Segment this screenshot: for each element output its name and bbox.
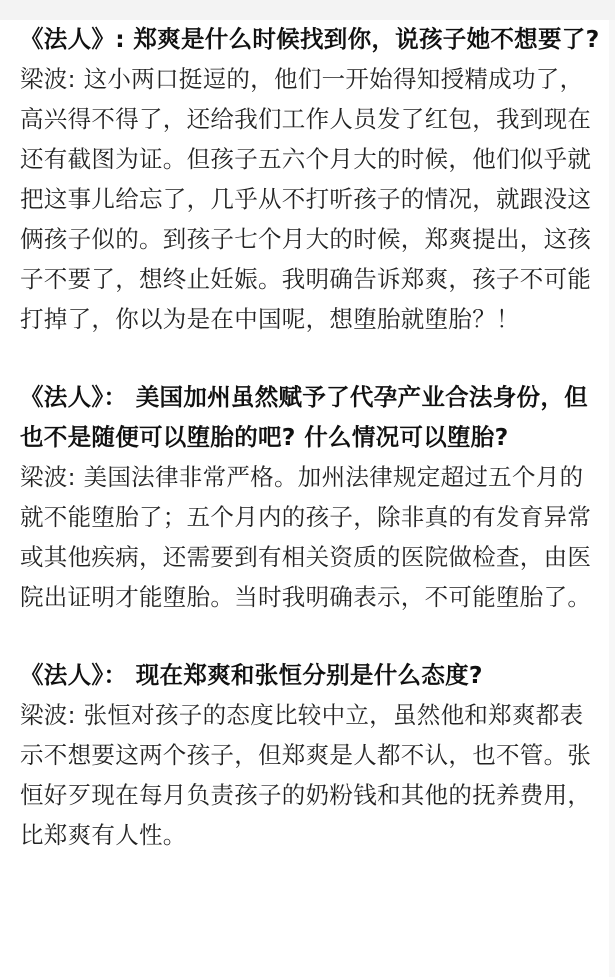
question-1: 《法人》: 郑爽是什么时候找到你，说孩子她不想要了? — [20, 25, 600, 53]
question-2: 《法人》： 美国加州虽然赋予了代孕产业合法身份，但也不是随便可以堕胎的吧? 什么情况可以堕胎? — [20, 383, 588, 451]
top-bar — [0, 0, 615, 20]
scrollbar[interactable] — [609, 20, 615, 977]
question-3: 《法人》： 现在郑爽和张恒分别是什么态度? — [20, 661, 483, 689]
answer-3: 梁波: 张恒对孩子的态度比较中立，虽然他和郑爽都表示不想要这两个孩子，但郑爽是人都不认，也不管。张恒好歹现在每月负责孩子的奶粉钱和其他的抚养费用，比郑爽有人性。 — [20, 701, 592, 849]
paragraph-gap — [20, 339, 600, 377]
paragraph-gap — [20, 617, 600, 655]
article-body — [20, 19, 600, 855]
answer-1: 梁波: 这小两口挺逗的，他们一开始得知授精成功了，高兴得不得了，还给我们工作人员发了红包，我到现在还有截图为证。但孩子五六个月大的时候，他们似乎就把这事儿给忘了，几乎从不打听孩子的情况，就跟没这俩孩子似的。到孩子七个月大的时候，郑爽提出，这孩子不要了，想终止妊娠。我明确告诉郑爽，孩子不可能打掉了，你以为是在中国呢，想堕胎就堕胎？！ — [20, 65, 592, 333]
answer-2: 梁波: 美国法律非常严格。加州法律规定超过五个月的就不能堕胎了；五个月内的孩子，除非真的有发育异常或其他疾病，还需要到有相关资质的医院做检查，由医院出证明才能堕胎。当时我明确表示，不可能堕胎了。 — [20, 463, 592, 611]
